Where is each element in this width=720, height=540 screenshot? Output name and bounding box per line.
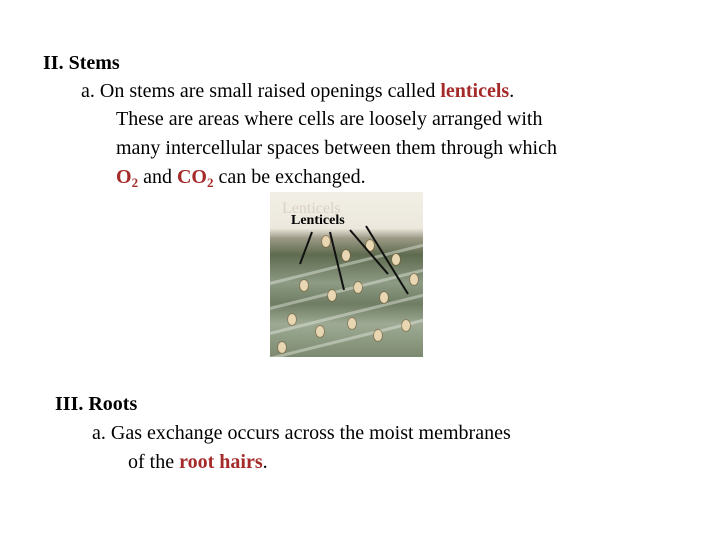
pointer-line [330, 232, 344, 290]
roots-point-a: a. Gas exchange occurs across the moist membranes [92, 422, 511, 444]
carbon-dioxide-subscript: 2 [206, 175, 214, 190]
stems-line-4 [116, 165, 366, 189]
image-label: Lenticels [291, 213, 345, 228]
image-ghost-label: Lenticels [282, 200, 341, 217]
stems-point-a-text: a. On stems are small raised openings called [81, 80, 441, 102]
oxygen-subscript: 2 [131, 175, 139, 190]
roots-line-2-text: of the [128, 451, 180, 473]
pointer-line [300, 232, 312, 264]
roots-line-2 [128, 450, 268, 474]
roots-line-2-period: . [262, 451, 268, 473]
term-root-hairs: root hairs [179, 451, 263, 473]
stems-point-a [81, 79, 514, 103]
term-lenticels: lenticels [440, 80, 510, 102]
stems-line-3: many intercellular spaces between them through which [116, 137, 557, 159]
exchange-text: can be exchanged. [213, 166, 366, 188]
and-text: and [138, 166, 177, 188]
carbon-dioxide-symbol: CO [176, 166, 207, 188]
roots-heading: III. Roots [55, 393, 138, 415]
stems-point-a-period: . [509, 80, 515, 102]
stems-heading: II. Stems [43, 52, 120, 74]
carbon-dioxide-formula [177, 166, 214, 188]
lenticels-stem-image [270, 192, 423, 357]
oxygen-symbol: O [116, 166, 132, 188]
pointer-line [366, 226, 408, 294]
oxygen-formula [116, 166, 138, 188]
stems-line-2: These are areas where cells are loosely arranged with [116, 108, 543, 130]
